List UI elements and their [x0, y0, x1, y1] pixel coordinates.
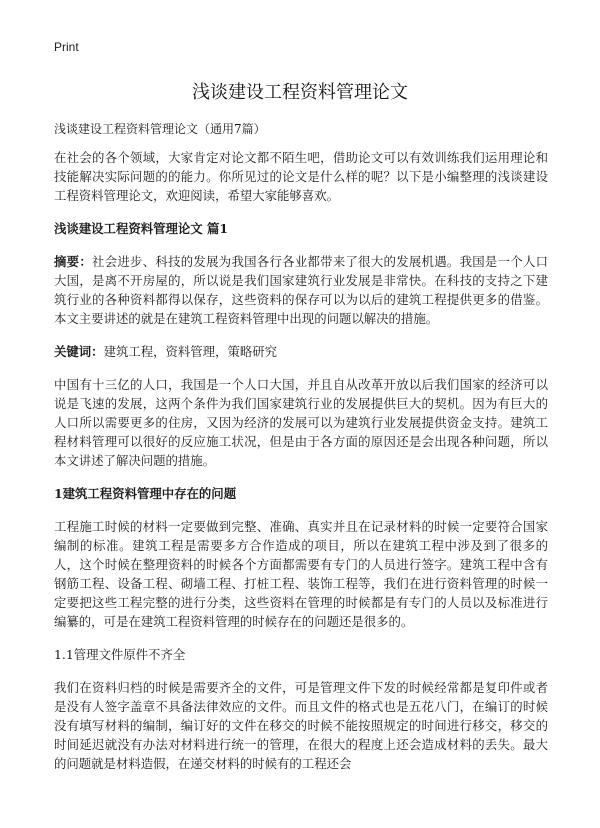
abstract-paragraph: [54, 252, 548, 328]
abstract-text: 社会进步、科技的发展为我国各行各业都带来了很大的发展机遇。我国是一个人口大国，是离不开房屋的，所以说是我们国家建筑行业发展是非常快。在科技的支持之下建筑行业的各种资料都得以保存，这些资料的保存可以为以后的建筑工程提供更多的借鉴。本文主要讲述的就是在建筑工程资料管理中出现的问题以解决的措施。: [54, 254, 549, 326]
section-heading-part1: 浅谈建设工程资料管理论文 篇1: [54, 221, 229, 236]
keywords-paragraph: [54, 342, 548, 361]
keywords-text: 建筑工程，资料管理，策略研究: [103, 344, 278, 359]
subsection-heading-documents: 1.1管理文件原件不齐全: [54, 647, 186, 662]
document-body: [54, 148, 548, 787]
problems-paragraph: 工程施工时候的材料一定要做到完整、准确、真实并且在记录材料的时候一定要符合国家编制的标准。建筑工程是需要多方合作造成的项目，所以在建筑工程中涉及到了很多的人，这个时候在整理资料的时候各个方面都需要有专门的人员进行签字。建筑工程中含有钢筋工程、设备工程、砌墙工程、打桩工程、装饰工程等，我们在进行资料管理的时候一定要把这些工程完整的进行分类，这些资料在管理的时候都是有专门的人员以及标准进行编纂的，可是在建筑工程资料管理的时候存在的问题还是很多的。: [54, 519, 548, 629]
section-heading-problems: 1建筑工程资料管理中存在的问题: [54, 486, 237, 501]
background-paragraph: 中国有十三亿的人口，我国是一个人口大国，并且自从改革开放以后我们国家的经济可以说是飞速的发展，这两个条件为我们国家建筑行业的发展提供巨大的契机。因为有巨大的人口所以需要更多的住房，又因为经济的发展可以为建筑行业发展提供资金支持。建筑工程材料管理可以很好的反应施工状况，但是由于各方面的原因还是会出现各种问题，所以本文讲述了解决问题的措施。: [54, 377, 548, 468]
documents-paragraph: 我们在资料归档的时候是需要齐全的文件，可是管理文件下发的时候经常都是复印件或者是没有人签字盖章不具备法律效应的文件。而且文件的格式也是五花八门，在编订的时候没有填写材料的编制，编订好的文件在移交的时候不能按照规定的时间进行移交，移交的时间延迟就没有办法对材料进行统一的管理，在很大的程度上还会造成材料的丢失。最大的问题就是材料造假，在递交材料的时候有的工程还会: [54, 680, 548, 771]
print-link[interactable]: Print: [54, 40, 79, 54]
document-title: 浅谈建设工程资料管理论文: [192, 82, 408, 103]
abstract-label: 摘要：: [54, 254, 93, 269]
keywords-label: 关键词：: [54, 344, 104, 359]
document-subtitle: 浅谈建设工程资料管理论文（通用7篇）: [54, 122, 266, 136]
intro-paragraph: 在社会的各个领域，大家肯定对论文都不陌生吧，借助论文可以有效训练我们运用理论和技能解决实际问题的的能力。你所见过的论文是什么样的呢？以下是小编整理的浅谈建设工程资料管理论文，欢迎阅读，希望大家能够喜欢。: [54, 150, 548, 203]
